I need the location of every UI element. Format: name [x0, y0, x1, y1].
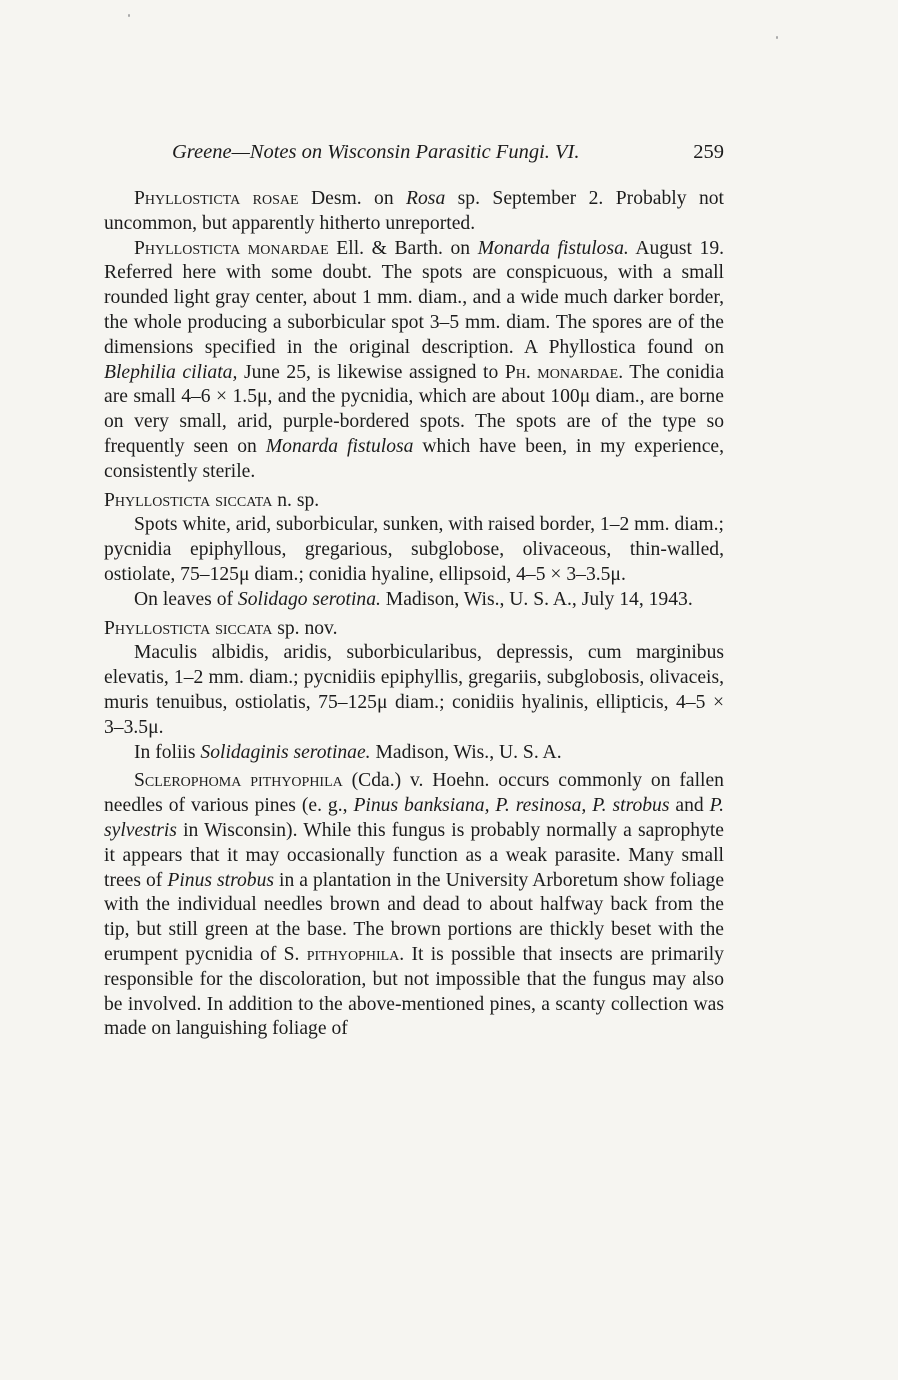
- text-run: sp. nov.: [272, 617, 338, 639]
- text-run: which have been, in my experience, consistently sterile.: [104, 435, 724, 482]
- taxon-name: pithyophila: [306, 943, 400, 965]
- taxon-name: Phyllosticta siccata: [104, 489, 273, 511]
- species-description-english: [104, 513, 724, 587]
- taxon-name: Phyllosticta monardae: [134, 237, 329, 259]
- italic-text: Rosa: [406, 188, 446, 209]
- body-text: [104, 187, 724, 1042]
- paragraph-phyllosticta-monardae: [104, 237, 724, 485]
- italic-text: Pinus banksiana, P. resinosa, P. strobus: [353, 795, 670, 817]
- text-run: June 25, is likewise assigned to: [237, 361, 505, 383]
- paper-speck: [776, 36, 778, 39]
- italic-text: Solidago serotina.: [237, 588, 381, 610]
- species-description-latin: [104, 641, 724, 740]
- taxon-name: Sclerophoma pithyophila: [134, 770, 343, 792]
- running-header: [104, 141, 724, 171]
- paper-speck: [128, 14, 130, 17]
- page-number: 259: [693, 141, 724, 163]
- italic-text: Pinus strobus: [167, 869, 274, 891]
- taxon-name: Phyllosticta siccata: [104, 617, 273, 639]
- text-run: Desm. on: [298, 188, 407, 209]
- text-run: Maculis albidis, aridis, suborbicularibus, depressis, cum marginibus elevatis, 1–2 mm. diam.; pycnidiis epiphyllis, gregariis, subglobosis, olivaceis, muris tenuibus, ostiolatis, 75–125μ diam.; conidiis hyalinis, ellipticis, 4–5 × 3–3.5μ.: [104, 642, 724, 738]
- text-run: and: [669, 795, 710, 817]
- italic-text: Monarda fistulosa.: [477, 237, 629, 259]
- species-host-latin: [104, 741, 724, 766]
- text-run: Madison, Wis., U. S. A., July 14, 1943.: [380, 588, 693, 610]
- text-run: . The conidia are small 4–6 × 1.5μ, and the pycnidia, which are about 100μ diam., are borne on very small, arid, purple-bordered spots. The spots are of the type so frequently seen on: [104, 361, 725, 457]
- italic-text: P. sylvestris: [104, 795, 724, 841]
- text-run: August 19. Referred here with some doubt. The spots are conspicuous, with a small rounded light gray center, about 1 mm. diam., and a wide much darker border, the whole producing a suborbicular spot 3–5 mm. diam. The spores are of the dimensions specified in the original description. A Phyllostica found on: [104, 237, 725, 358]
- text-run: . It is possible that insects are primarily responsible for the discoloration, but not impossible that the fungus may also be involved. In addition to the above-mentioned pines, a scanty collection was made on languishing foliage of: [104, 943, 724, 1040]
- italic-text: Monarda fistulosa: [265, 435, 414, 457]
- species-title-latin: [104, 617, 724, 642]
- running-title: Greene—Notes on Wisconsin Parasitic Fungi. VI.: [172, 141, 580, 163]
- text-run: Ell. & Barth. on: [328, 237, 478, 259]
- text-run: in a plantation in the University Arboretum show foliage with the individual needles brown and dead to about halfway back from the tip, but still green at the base. The brown portions are thickly beset with the erumpent pycnidia of S.: [104, 869, 725, 965]
- text-run: On leaves of: [134, 588, 238, 610]
- text-run: Spots white, arid, suborbicular, sunken, with raised border, 1–2 mm. diam.; pycnidia epiphyllous, gregarious, subglobose, olivaceous, thin-walled, ostiolate, 75–125μ diam.; conidia hyaline, ellipsoid, 4–5 × 3–3.5μ.: [104, 514, 724, 585]
- text-run: sp. September 2. Probably not uncommon, but apparently hitherto unreported.: [104, 188, 724, 234]
- text-run: (Cda.) v. Hoehn. occurs commonly on fallen needles of various pines (e. g.,: [104, 770, 724, 817]
- text-run: Madison, Wis., U. S. A.: [370, 741, 562, 763]
- taxon-name: Ph. monardae: [504, 361, 619, 383]
- paragraph-sclerophoma-pithyophila: [104, 769, 724, 1042]
- species-host-english: [104, 588, 724, 613]
- text-run: n. sp.: [272, 489, 320, 511]
- taxon-name: Phyllosticta rosae: [134, 188, 299, 209]
- paragraph-phyllosticta-rosae: [104, 187, 724, 237]
- italic-text: Solidaginis serotinae.: [200, 741, 371, 763]
- text-run: in Wisconsin). While this fungus is probably normally a saprophyte it appears that it may occasionally function as a weak parasite. Many small trees of: [104, 819, 724, 891]
- text-run: In foliis: [134, 741, 201, 763]
- species-title-english: [104, 489, 724, 514]
- italic-text: Blephilia ciliata,: [104, 361, 238, 383]
